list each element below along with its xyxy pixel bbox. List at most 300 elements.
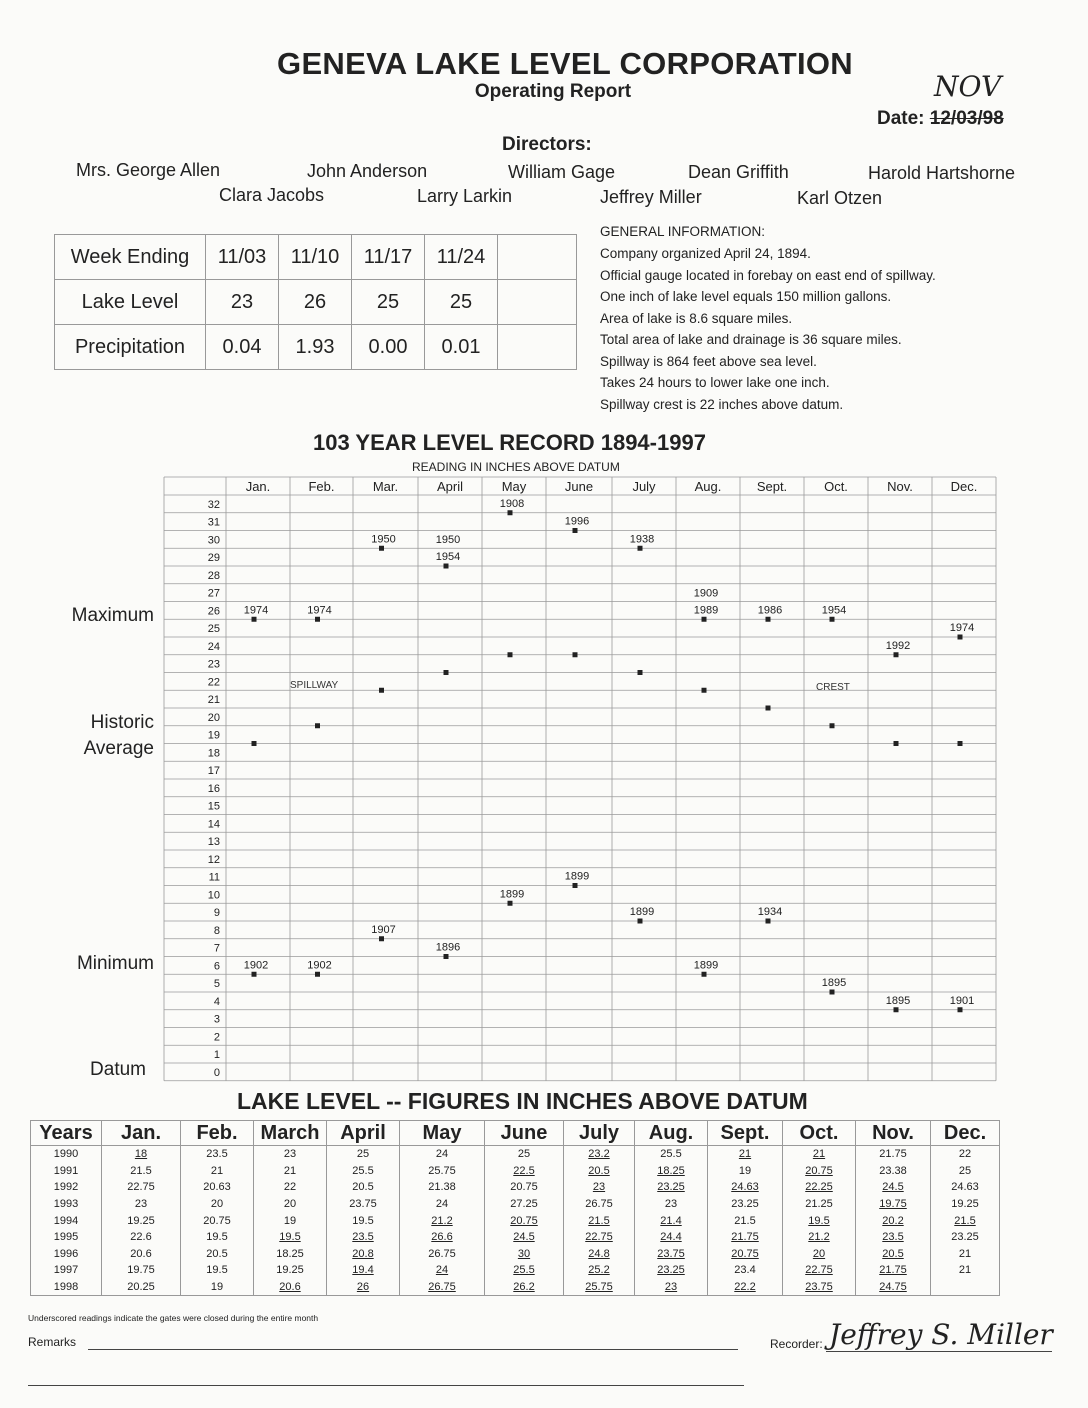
year-label: 1974 bbox=[949, 622, 975, 634]
level-cell: 21 bbox=[254, 1163, 327, 1180]
level-cell: 21.2 bbox=[783, 1229, 856, 1246]
year-label: 1901 bbox=[949, 994, 975, 1007]
level-cell: 19 bbox=[254, 1212, 327, 1229]
lake-level-table bbox=[30, 1120, 1000, 1296]
level-cell: 23.2 bbox=[564, 1146, 635, 1163]
y-tick-label: 29 bbox=[207, 552, 220, 565]
year-label: 1899 bbox=[499, 888, 525, 901]
y-tick-label: 9 bbox=[213, 907, 220, 920]
level-cell: 21.75 bbox=[708, 1229, 783, 1246]
y-tick-label: 24 bbox=[207, 640, 220, 653]
level-cell: 20.6 bbox=[102, 1246, 181, 1263]
month-label: Dec. bbox=[950, 479, 978, 494]
year-label: 1899 bbox=[693, 959, 719, 972]
level-cell: 24 bbox=[400, 1196, 485, 1213]
data-point bbox=[830, 990, 835, 995]
level-cell: 23 bbox=[564, 1179, 635, 1196]
level-cell: 24.5 bbox=[485, 1229, 564, 1246]
data-point bbox=[702, 617, 707, 622]
y-tick-label: 19 bbox=[207, 729, 220, 742]
general-info-line: Area of lake is 8.6 square miles. bbox=[600, 311, 793, 326]
week-cell: 11/17 bbox=[352, 235, 425, 280]
data-point bbox=[573, 652, 578, 657]
level-cell: 19.5 bbox=[181, 1229, 254, 1246]
year-cell: 1993 bbox=[31, 1196, 102, 1213]
general-info-line: Official gauge located in forebay on east end of spillway. bbox=[600, 268, 936, 283]
level-cell: 25 bbox=[931, 1163, 1000, 1180]
week-cell: 11/03 bbox=[206, 235, 279, 280]
data-point bbox=[766, 617, 771, 622]
data-point bbox=[958, 1007, 963, 1012]
y-tick-label: 25 bbox=[207, 623, 220, 636]
level-cell: 21 bbox=[181, 1163, 254, 1180]
level-cell: 23 bbox=[635, 1196, 708, 1213]
table-row bbox=[31, 1179, 1000, 1196]
month-label: June bbox=[564, 479, 594, 494]
level-cell: 20.75 bbox=[708, 1246, 783, 1263]
data-point bbox=[894, 741, 899, 746]
month-label: Nov. bbox=[887, 479, 913, 494]
general-info-line: Spillway crest is 22 inches above datum. bbox=[600, 397, 844, 412]
date-value: 12/03/98 bbox=[929, 108, 1004, 129]
week-cell: 11/10 bbox=[279, 235, 352, 280]
y-tick-label: 21 bbox=[207, 694, 220, 707]
data-point bbox=[508, 510, 513, 515]
data-point bbox=[958, 635, 963, 640]
data-point bbox=[252, 972, 257, 977]
remarks-label: Remarks bbox=[28, 1335, 77, 1349]
level-cell: 19.5 bbox=[181, 1262, 254, 1279]
data-point bbox=[638, 670, 643, 675]
year-cell: 1995 bbox=[31, 1229, 102, 1246]
level-cell: 19.25 bbox=[102, 1212, 181, 1229]
level-cell: 23.75 bbox=[327, 1196, 400, 1213]
level-cell: 23.38 bbox=[856, 1163, 931, 1180]
y-tick-label: 14 bbox=[207, 818, 220, 831]
data-point bbox=[444, 954, 449, 959]
data-point bbox=[508, 652, 513, 657]
year-cell: 1996 bbox=[31, 1246, 102, 1263]
y-tick-label: 20 bbox=[207, 711, 220, 724]
column-header: Aug. bbox=[635, 1121, 708, 1146]
level-cell: 20.8 bbox=[327, 1246, 400, 1263]
general-info-line: Takes 24 hours to lower lake one inch. bbox=[600, 375, 830, 390]
table-row bbox=[31, 1229, 1000, 1246]
data-point bbox=[252, 741, 257, 746]
level-cell: 19.4 bbox=[327, 1262, 400, 1279]
date-label: Date: bbox=[877, 108, 925, 129]
week-cell: 0.04 bbox=[206, 325, 279, 370]
week-cell: 0.01 bbox=[425, 325, 498, 370]
crest-label: CREST bbox=[816, 682, 850, 693]
y-tick-label: 22 bbox=[207, 676, 220, 689]
directors-title: Directors: bbox=[502, 134, 592, 155]
level-cell: 19.25 bbox=[931, 1196, 1000, 1213]
column-header: Sept. bbox=[708, 1121, 783, 1146]
table-row bbox=[31, 1163, 1000, 1180]
level-cell: 19.5 bbox=[254, 1229, 327, 1246]
table-row bbox=[31, 1246, 1000, 1263]
y-tick-label: 15 bbox=[207, 800, 220, 813]
year-label: 1986 bbox=[757, 604, 783, 617]
level-cell: 21.5 bbox=[708, 1212, 783, 1229]
remarks-line bbox=[88, 1349, 738, 1350]
year-label: 1974 bbox=[307, 604, 332, 617]
level-cell: 26 bbox=[327, 1279, 400, 1296]
column-header: May bbox=[400, 1121, 485, 1146]
level-cell: 22.5 bbox=[485, 1163, 564, 1180]
level-cell: 24.8 bbox=[564, 1246, 635, 1263]
year-label: 1954 bbox=[821, 604, 847, 617]
level-cell: 23 bbox=[635, 1279, 708, 1296]
y-tick-label: 31 bbox=[207, 516, 220, 529]
year-label: 1895 bbox=[821, 977, 847, 989]
y-tick-label: 3 bbox=[213, 1013, 220, 1026]
month-label: Sept. bbox=[756, 479, 788, 494]
level-cell: 22.2 bbox=[708, 1279, 783, 1296]
level-cell: 25.5 bbox=[485, 1262, 564, 1279]
year-cell: 1992 bbox=[31, 1179, 102, 1196]
level-cell: 25 bbox=[327, 1146, 400, 1163]
level-cell: 20.2 bbox=[856, 1212, 931, 1229]
level-cell: 23.5 bbox=[327, 1229, 400, 1246]
spillway-label: SPILLWAY bbox=[290, 680, 339, 691]
level-cell: 21.38 bbox=[400, 1179, 485, 1196]
column-header: Dec. bbox=[931, 1121, 1000, 1146]
level-cell: 23 bbox=[254, 1146, 327, 1163]
year-cell: 1997 bbox=[31, 1262, 102, 1279]
average-label: Average bbox=[83, 738, 154, 759]
level-cell: 22.75 bbox=[783, 1262, 856, 1279]
level-cell: 20.75 bbox=[783, 1163, 856, 1180]
remarks-line bbox=[28, 1385, 744, 1386]
y-tick-label: 28 bbox=[207, 569, 220, 582]
data-point bbox=[444, 564, 449, 569]
level-cell: 21.2 bbox=[400, 1212, 485, 1229]
week-cell: 26 bbox=[279, 280, 352, 325]
level-cell: 21.25 bbox=[783, 1196, 856, 1213]
level-cell: 20.75 bbox=[485, 1179, 564, 1196]
y-tick-label: 7 bbox=[213, 942, 220, 955]
maximum-label: Maximum bbox=[71, 605, 154, 626]
week-cell: 11/24 bbox=[425, 235, 498, 280]
level-cell: 25.75 bbox=[400, 1163, 485, 1180]
year-label: 1902 bbox=[243, 959, 269, 972]
level-cell: 20 bbox=[181, 1196, 254, 1213]
level-cell: 24.75 bbox=[856, 1279, 931, 1296]
year-label: 1954 bbox=[435, 551, 461, 563]
week-cell: 1.93 bbox=[279, 325, 352, 370]
y-tick-label: 5 bbox=[213, 978, 220, 991]
datum-label: Datum bbox=[90, 1059, 146, 1080]
table-row bbox=[31, 1262, 1000, 1279]
director-name: Dean Griffith bbox=[688, 162, 789, 182]
year-label: 1992 bbox=[885, 639, 911, 652]
data-point bbox=[958, 741, 963, 746]
y-tick-label: 27 bbox=[207, 587, 220, 600]
level-cell: 25.5 bbox=[327, 1163, 400, 1180]
table-row bbox=[31, 1196, 1000, 1213]
year-label: 1934 bbox=[757, 906, 783, 918]
level-cell: 20 bbox=[254, 1196, 327, 1213]
level-cell: 23.75 bbox=[635, 1246, 708, 1263]
year-cell: 1990 bbox=[31, 1146, 102, 1163]
level-cell: 18.25 bbox=[635, 1163, 708, 1180]
y-tick-label: 30 bbox=[207, 534, 220, 547]
data-point bbox=[830, 617, 835, 622]
signature-line bbox=[826, 1351, 1052, 1352]
level-cell: 22 bbox=[254, 1179, 327, 1196]
level-cell: 21.5 bbox=[931, 1212, 1000, 1229]
level-cell: 26.75 bbox=[400, 1279, 485, 1296]
level-cell: 25.5 bbox=[635, 1146, 708, 1163]
level-cell: 21.4 bbox=[635, 1212, 708, 1229]
month-label: Mar. bbox=[372, 479, 399, 494]
y-tick-label: 10 bbox=[207, 889, 220, 902]
column-header: Feb. bbox=[181, 1121, 254, 1146]
y-tick-label: 16 bbox=[207, 782, 220, 795]
week-cell: 23 bbox=[206, 280, 279, 325]
data-point bbox=[508, 901, 513, 906]
level-cell: 22.6 bbox=[102, 1229, 181, 1246]
director-name: Clara Jacobs bbox=[219, 185, 325, 205]
data-point bbox=[379, 688, 384, 693]
month-label: April bbox=[436, 479, 464, 494]
y-tick-label: 4 bbox=[213, 995, 220, 1008]
director-name: Karl Otzen bbox=[797, 188, 883, 208]
column-header: Years bbox=[31, 1121, 102, 1146]
level-cell: 26.6 bbox=[400, 1229, 485, 1246]
year-label: 1950 bbox=[435, 534, 461, 546]
level-cell: 19 bbox=[181, 1279, 254, 1296]
recorder-label: Recorder: bbox=[770, 1337, 823, 1351]
year-label: 1895 bbox=[885, 994, 911, 1007]
data-point bbox=[315, 723, 320, 728]
level-cell: 25.75 bbox=[564, 1279, 635, 1296]
column-header: March bbox=[254, 1121, 327, 1146]
month-label: Oct. bbox=[824, 479, 848, 494]
level-cell: 20.6 bbox=[254, 1279, 327, 1296]
level-cell: 20.5 bbox=[856, 1246, 931, 1263]
level-cell: 26.75 bbox=[564, 1196, 635, 1213]
general-info-line: Company organized April 24, 1894. bbox=[600, 246, 811, 261]
level-cell: 27.25 bbox=[485, 1196, 564, 1213]
level-cell: 23 bbox=[102, 1196, 181, 1213]
month-label: May bbox=[501, 479, 527, 494]
level-cell: 24.63 bbox=[931, 1179, 1000, 1196]
week-cell: 25 bbox=[425, 280, 498, 325]
year-label: 1996 bbox=[564, 515, 590, 528]
month-label: July bbox=[632, 479, 656, 494]
table-row bbox=[31, 1212, 1000, 1229]
level-cell: 23.25 bbox=[635, 1262, 708, 1279]
chart-grid bbox=[164, 477, 996, 1081]
y-tick-label: 13 bbox=[207, 836, 220, 849]
y-tick-label: 1 bbox=[213, 1049, 220, 1062]
level-cell: 21 bbox=[931, 1246, 1000, 1263]
year-label: 1907 bbox=[371, 923, 396, 936]
general-info-title: GENERAL INFORMATION: bbox=[600, 224, 766, 239]
level-cell: 24.63 bbox=[708, 1179, 783, 1196]
level-cell: 22.25 bbox=[783, 1179, 856, 1196]
level-cell: 22 bbox=[931, 1146, 1000, 1163]
level-cell: 21 bbox=[783, 1146, 856, 1163]
data-point bbox=[894, 652, 899, 657]
week-cell: 0.00 bbox=[352, 325, 425, 370]
director-name: Mrs. George Allen bbox=[76, 160, 221, 180]
director-name: John Anderson bbox=[307, 161, 428, 181]
table-row bbox=[31, 1279, 1000, 1296]
chart-title: 103 YEAR LEVEL RECORD 1894-1997 bbox=[313, 430, 706, 455]
year-label: 1896 bbox=[435, 941, 461, 954]
data-point bbox=[444, 670, 449, 675]
level-cell: 22.75 bbox=[564, 1229, 635, 1246]
levels-title: LAKE LEVEL -- FIGURES IN INCHES ABOVE DATUM bbox=[237, 1088, 808, 1114]
minimum-label: Minimum bbox=[76, 953, 154, 974]
level-cell: 20.75 bbox=[181, 1212, 254, 1229]
year-cell: 1998 bbox=[31, 1279, 102, 1296]
level-cell: 19 bbox=[708, 1163, 783, 1180]
level-cell: 25 bbox=[485, 1146, 564, 1163]
y-tick-label: 2 bbox=[213, 1031, 220, 1044]
row-label: Lake Level bbox=[55, 280, 206, 325]
level-cell: 24 bbox=[400, 1146, 485, 1163]
year-label: 1908 bbox=[499, 497, 525, 510]
month-label: Jan. bbox=[245, 479, 271, 494]
director-name: Harold Hartshorne bbox=[868, 163, 1016, 183]
recorder-signature: Jeffrey S. Miller bbox=[829, 1318, 1053, 1351]
level-cell: 21 bbox=[708, 1146, 783, 1163]
level-cell: 25.2 bbox=[564, 1262, 635, 1279]
general-info-line: One inch of lake level equals 150 million gallons. bbox=[600, 289, 892, 304]
level-cell: 19.5 bbox=[783, 1212, 856, 1229]
level-cell: 20.63 bbox=[181, 1179, 254, 1196]
y-tick-label: 6 bbox=[213, 960, 220, 973]
level-cell: 26.75 bbox=[400, 1246, 485, 1263]
column-header: April bbox=[327, 1121, 400, 1146]
underscore-note: Underscored readings indicate the gates were closed during the entire month bbox=[28, 1313, 319, 1323]
level-cell: 19.5 bbox=[327, 1212, 400, 1229]
y-tick-label: 32 bbox=[207, 498, 220, 511]
y-tick-label: 0 bbox=[213, 1066, 220, 1079]
row-label: Week Ending bbox=[55, 235, 206, 280]
level-cell: 20 bbox=[783, 1246, 856, 1263]
data-point bbox=[315, 972, 320, 977]
data-point bbox=[315, 617, 320, 622]
level-cell: 23.25 bbox=[635, 1179, 708, 1196]
data-point bbox=[379, 546, 384, 551]
data-point bbox=[702, 688, 707, 693]
level-cell: 24 bbox=[400, 1262, 485, 1279]
column-header: Nov. bbox=[856, 1121, 931, 1146]
level-cell: 18 bbox=[102, 1146, 181, 1163]
level-cell: 20.25 bbox=[102, 1279, 181, 1296]
level-cell: 23.75 bbox=[783, 1279, 856, 1296]
column-header: June bbox=[485, 1121, 564, 1146]
y-tick-label: 12 bbox=[207, 853, 220, 866]
level-cell: 26.2 bbox=[485, 1279, 564, 1296]
report-title: GENEVA LAKE LEVEL CORPORATION bbox=[277, 46, 853, 81]
year-label: 1950 bbox=[371, 533, 396, 546]
level-cell: 19.75 bbox=[102, 1262, 181, 1279]
level-cell: 19.25 bbox=[254, 1262, 327, 1279]
data-point bbox=[702, 972, 707, 977]
row-label: Precipitation bbox=[55, 325, 206, 370]
general-info-line: Spillway is 864 feet above sea level. bbox=[600, 354, 817, 369]
year-label: 1909 bbox=[693, 587, 719, 600]
level-cell: 23.5 bbox=[181, 1146, 254, 1163]
year-label: 1899 bbox=[629, 906, 655, 918]
data-point bbox=[638, 919, 643, 924]
y-tick-label: 26 bbox=[207, 605, 220, 618]
level-cell: 23.5 bbox=[856, 1229, 931, 1246]
y-tick-label: 18 bbox=[207, 747, 220, 760]
year-label: 1902 bbox=[307, 959, 332, 972]
historic-label: Historic bbox=[90, 712, 154, 733]
level-cell: 21.5 bbox=[102, 1163, 181, 1180]
level-cell: 21.75 bbox=[856, 1146, 931, 1163]
director-name: William Gage bbox=[508, 162, 616, 182]
data-point bbox=[766, 919, 771, 924]
director-name: Jeffrey Miller bbox=[600, 187, 702, 207]
data-point bbox=[252, 617, 257, 622]
level-cell: 21.5 bbox=[564, 1212, 635, 1229]
week-cell: 25 bbox=[352, 280, 425, 325]
data-point bbox=[830, 723, 835, 728]
level-cell: 24.5 bbox=[856, 1179, 931, 1196]
level-cell: 23.4 bbox=[708, 1262, 783, 1279]
data-point bbox=[379, 936, 384, 941]
level-cell: 30 bbox=[485, 1246, 564, 1263]
report-subtitle: Operating Report bbox=[474, 81, 632, 102]
level-cell: 18.25 bbox=[254, 1246, 327, 1263]
column-header: July bbox=[564, 1121, 635, 1146]
year-label: 1974 bbox=[243, 604, 269, 617]
level-cell: 19.75 bbox=[856, 1196, 931, 1213]
year-label: 1938 bbox=[629, 533, 655, 546]
level-cell: 21.75 bbox=[856, 1262, 931, 1279]
level-cell: 23.25 bbox=[931, 1229, 1000, 1246]
table-row bbox=[31, 1146, 1000, 1163]
y-tick-label: 8 bbox=[213, 924, 220, 937]
level-cell: 20.5 bbox=[181, 1246, 254, 1263]
level-cell: 21 bbox=[931, 1262, 1000, 1279]
y-tick-label: 23 bbox=[207, 658, 220, 671]
y-tick-label: 11 bbox=[208, 871, 220, 884]
column-header: Jan. bbox=[102, 1121, 181, 1146]
year-cell: 1994 bbox=[31, 1212, 102, 1229]
year-cell: 1991 bbox=[31, 1163, 102, 1180]
data-point bbox=[573, 528, 578, 533]
general-info-line: Total area of lake and drainage is 36 square miles. bbox=[600, 332, 902, 347]
month-label: Feb. bbox=[308, 479, 335, 494]
handwritten-month-note: NOV bbox=[934, 70, 1002, 103]
table-header-row bbox=[31, 1121, 1000, 1146]
level-cell: 20.5 bbox=[564, 1163, 635, 1180]
y-tick-label: 17 bbox=[207, 765, 220, 778]
chart-subtitle: READING IN INCHES ABOVE DATUM bbox=[412, 460, 620, 474]
data-point bbox=[638, 546, 643, 551]
level-cell: 20.5 bbox=[327, 1179, 400, 1196]
level-cell: 20.75 bbox=[485, 1212, 564, 1229]
data-point bbox=[573, 883, 578, 888]
data-point bbox=[894, 1007, 899, 1012]
data-point bbox=[766, 706, 771, 711]
year-label: 1899 bbox=[564, 870, 590, 883]
level-cell: 22.75 bbox=[102, 1179, 181, 1196]
column-header: Oct. bbox=[783, 1121, 856, 1146]
level-cell: 24.4 bbox=[635, 1229, 708, 1246]
